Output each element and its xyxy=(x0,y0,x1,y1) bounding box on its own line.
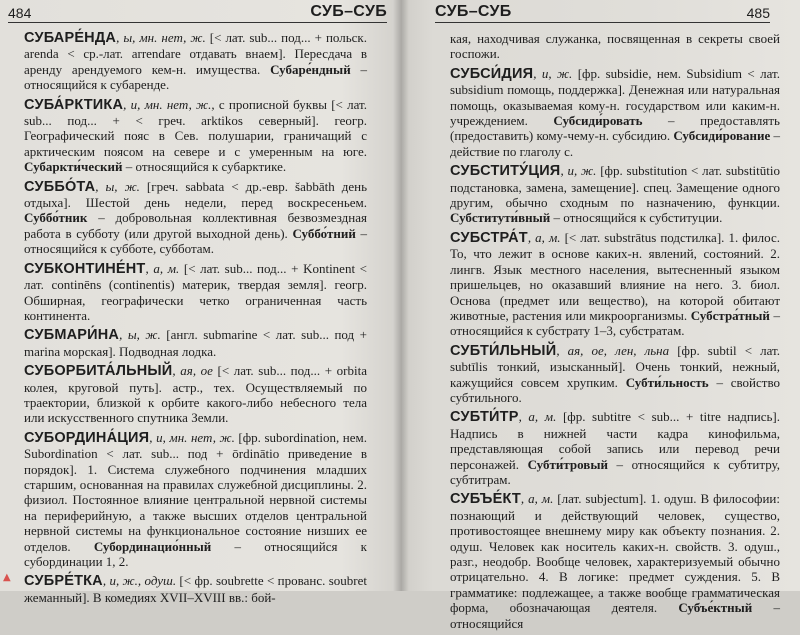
headword: СУБЪЕ́КТ xyxy=(450,491,521,508)
right-page xyxy=(401,0,800,631)
derived-word: Субти́льность xyxy=(625,374,709,390)
headword: СУБОРДИНА́ЦИЯ xyxy=(24,429,150,446)
running-head-right: СУБ–СУБ xyxy=(435,3,512,20)
book-gutter-shadow xyxy=(393,0,409,591)
derived-word: Субсиди́рование xyxy=(673,128,771,144)
dictionary-entry: СУБТИ́ЛЬНЫЙ, ая, ое, лен, льна [фр. subtil < лат. subtīlis тонкий, изысканный]. Очень тонкий, нежный, кажущийся совсем хрупким. Субти́льность – свойство субтильного. xyxy=(450,342,780,405)
right-running-header xyxy=(435,2,770,22)
derived-word: Субти́тровый xyxy=(527,456,608,472)
derived-word: Суббо́тник xyxy=(24,210,88,226)
headword: СУБТИ́ЛЬНЫЙ xyxy=(450,342,557,359)
derived-word: Субстра́тный xyxy=(690,307,770,323)
dictionary-entry: СУБКОНТИНЕ́НТ, а, м. [< лат. sub... под... + Kontinent < лат. continēns (continentis) материк, твердая земля]. геогр. Обширная, географически четко ограниченная часть континента. xyxy=(24,260,368,323)
headword: СУБТИ́ТР xyxy=(450,409,519,426)
headword: СУБОРБИТА́ЛЬНЫЙ xyxy=(24,363,173,380)
derived-word: Субаре́ндный xyxy=(270,61,351,77)
left-running-header xyxy=(8,2,387,22)
headword: СУБМАРИ́НА xyxy=(24,327,120,344)
dictionary-entry: СУБСИ́ДИЯ, и, ж. [фр. subsidie, нем. Subsidium < лат. subsidium помощь, поддержка]. Денежная или натуральная помощь, оказываемая кому-н. государством или каким-н. учреждением. Субсиди́ровать – предоставлять (предоставить) кому-чему-н. субсидию. Субсиди́рование – действие по глаголу с. xyxy=(450,65,781,159)
headword: СУБСИ́ДИЯ xyxy=(450,65,534,82)
headword: СУБАРЕ́НДА xyxy=(24,30,117,46)
dictionary-entry: СУБСТРА́Т, а, м. [< лат. substrātus подстилка]. 1. филос. То, что лежит в основе каких-н. явлений, состояний. 2. лингв. Язык местного населения, вытесненный языком пришельцев, но оказавший влияние на него. 3. биол. Основа (предмет или вещество), на которой обитают животные, растения или микроорганизмы. Субстра́тный – относящийся к субстрату 1–3, субстратам. xyxy=(450,229,780,339)
dictionary-entry: СУББО́ТА, ы, ж. [греч. sabbata < др.-евр. šabbāth день отдыха]. Шестой день недели, перед воскресеньем. Суббо́тник – добровольная коллективная безвозмездная работа в субботу (или другой выходной день). Суббо́тний – относящийся к субботе, субботам. xyxy=(24,178,367,257)
left-page xyxy=(0,0,401,605)
headword: СУБРЕ́ТКА xyxy=(24,573,103,590)
dictionary-entry: СУБМАРИ́НА, ы, ж. [англ. submarine < лат. sub... под + marina морская]. Подводная лодка. xyxy=(24,327,367,359)
derived-word: Субъе́ктный xyxy=(678,600,753,616)
page-number-right: 485 xyxy=(746,5,770,21)
derived-word: Субститути́вный xyxy=(450,210,551,226)
continued-text: кая, находчивая служанка, посвященная в секреты своей госпожи. xyxy=(450,31,780,62)
dictionary-entry: СУБРЕ́ТКА, и, ж., одуш. [< фр. soubrette < прованс. soubret жеманный]. В комедиях XVII–XVIII вв.: бой- xyxy=(24,573,367,605)
headword: СУБСТИТУ́ЦИЯ xyxy=(450,163,561,180)
dictionary-entry: СУБОРБИТА́ЛЬНЫЙ, ая, ое [< лат. sub... под... + orbita колея, круговой путь]. астр., тех. Осуществляемый по траектории, близкой к орбите какого-либо небесного тела или искусственного спутника Земли. xyxy=(24,363,367,426)
dictionary-entry: СУБАРЕ́НДА, ы, мн. нет, ж. [< лат. sub... под... + польск. arenda < ср.-лат. arrendare отдавать внаем]. Пересдача в аренду арендуемого кем-н. имущества. Субаре́ндный – относящийся к субаренде. xyxy=(24,30,368,93)
dictionary-entry: СУБОРДИНА́ЦИЯ, и, мн. нет, ж. [фр. subordination, нем. Subordination < лат. sub... под + ōrdinātio приведение в порядок]. 1. Система служебного подчинения младших старшим, основанная на правилах служебной дисциплины. 2. физиол. Постоянное влияние центральной нервной системы на периферийную, а также высших отделов центральной нервной системы на функциональное состояние низших ее отделов. Субординацио́нный – относящийся к субординации 1, 2. xyxy=(24,429,367,569)
corner-marker-icon: ▲ xyxy=(3,572,11,583)
dictionary-entry: СУБЪЕ́КТ, а, м. [лат. subjectum]. 1. одуш. В философии: познающий и действующий человек, существо, противостоящее внешнему миру как объекту познания. 2. одуш. Человек как носитель каких-н. свойств. 3. одуш., разг., неодобр. Вообще человек, характеризуемый обычно отрицательно. 4. В логике: предмет суждения. 5. В грамматике: подлежащее, а также вообще грамматическая форма, обозначающая деятеля. Субъе́ктный – относящийся xyxy=(450,491,781,631)
header-rule-left xyxy=(8,22,387,23)
derived-word: Субаркти́ческий xyxy=(24,159,123,175)
dictionary-entry: СУБСТИТУ́ЦИЯ, и, ж. [фр. substitution < лат. substitūtio подстановка, замена, замещение]. спец. Замещение одного другим, обычно сходным по назначению, функции. Субститути́вный – относящийся к субституции. xyxy=(450,163,780,226)
right-column xyxy=(450,31,780,635)
dictionary-entry: СУБТИ́ТР, а, м. [фр. subtitre < sub... + titre надпись]. Надпись в нижней части кадра кинофильма, представляющая собой запись или перевод речи персонажей. Субти́тровый – относящийся к субтитру, субтитрам. xyxy=(450,409,781,487)
left-column xyxy=(24,30,367,609)
derived-word: Субординацио́нный xyxy=(93,538,212,554)
dictionary-entry: СУБА́РКТИКА, и, мн. нет, ж., с прописной буквы [< лат. sub... под... + < греч. arktikos северный]. геогр. Географический пояс в Сев. полушарии, граничащий с арктическим поясом на севере и с умеренным на юге. Субаркти́ческий – относящийся к субарктике. xyxy=(24,96,367,175)
derived-word: Суббо́тний xyxy=(292,225,356,241)
derived-word: Субсиди́ровать xyxy=(553,113,643,129)
header-rule-right xyxy=(435,22,770,23)
page-number-left: 484 xyxy=(8,5,32,21)
headword: СУБСТРА́Т xyxy=(450,229,528,246)
headword: СУББО́ТА xyxy=(24,178,96,195)
running-head-left: СУБ–СУБ xyxy=(310,3,387,20)
headword: СУБА́РКТИКА xyxy=(24,96,124,113)
headword: СУБКОНТИНЕ́НТ xyxy=(24,260,146,277)
